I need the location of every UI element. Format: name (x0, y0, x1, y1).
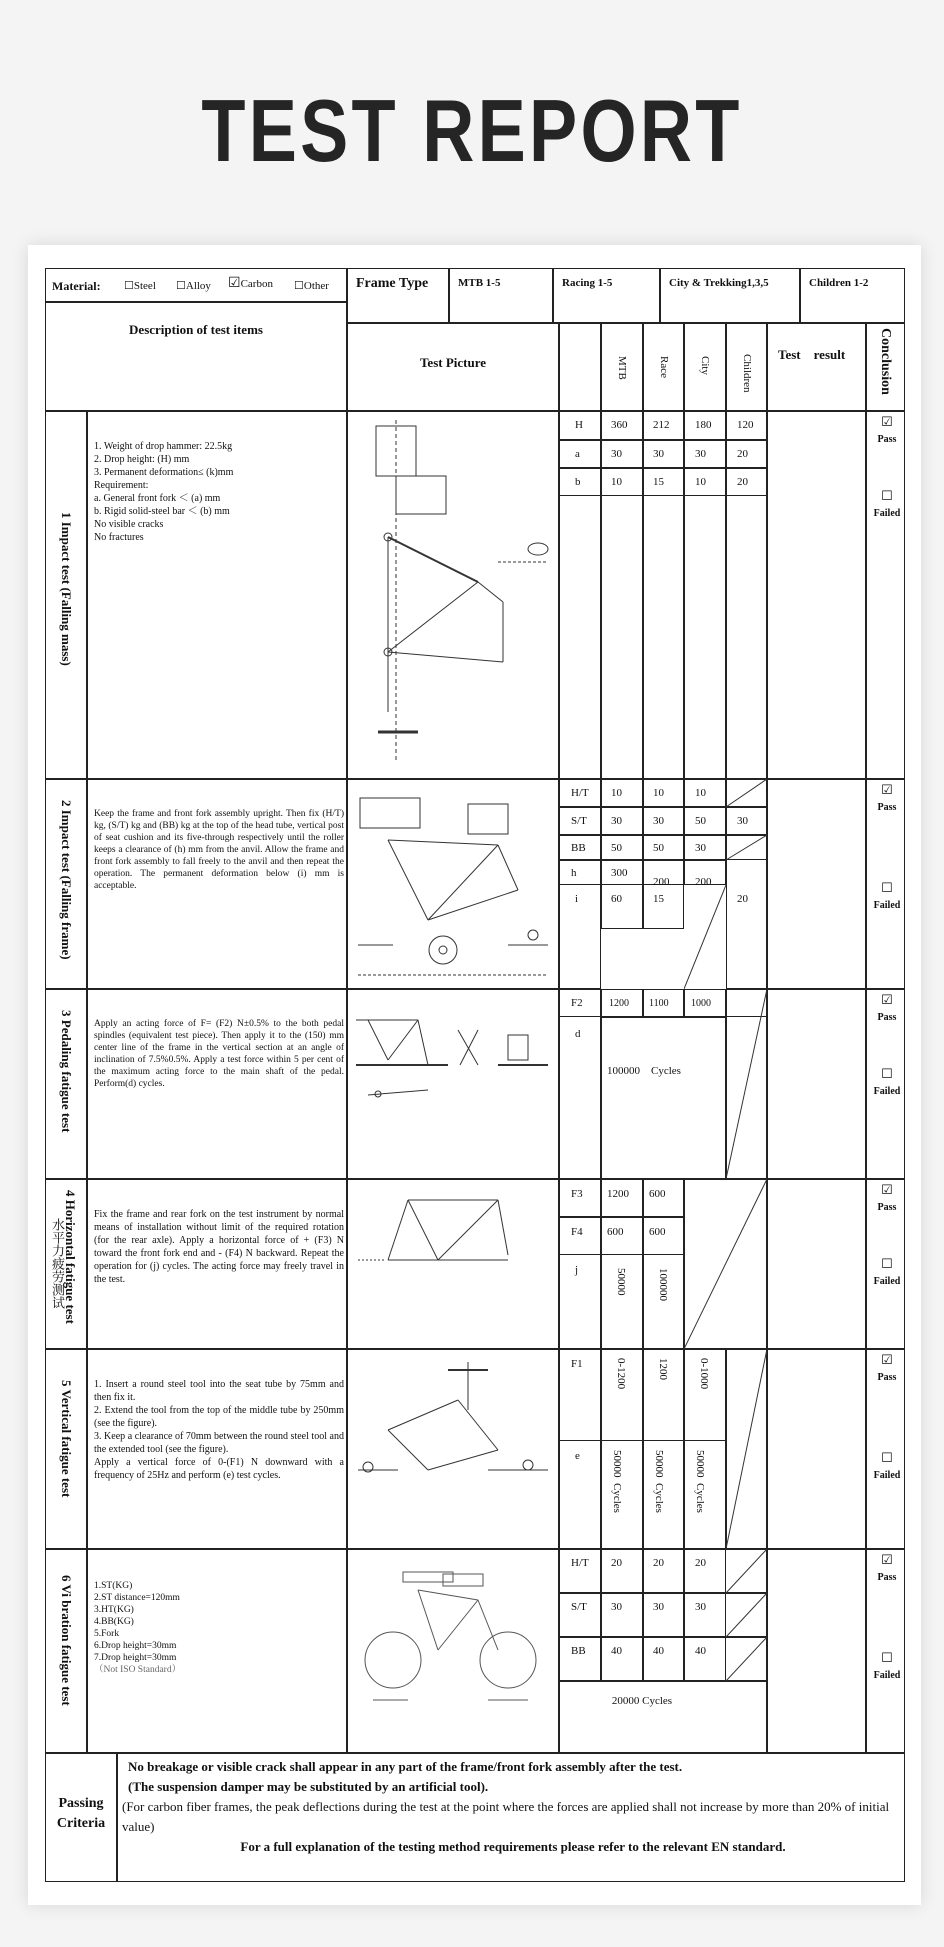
test4-name-cn: 水平力疲劳测试 (50, 1218, 65, 1309)
vibration-diagram (348, 1550, 560, 1754)
test6-result (767, 1549, 866, 1753)
test3-pass-label: Pass (877, 1012, 897, 1023)
col-mtb: MTB (601, 323, 643, 411)
conclusion-cell (866, 323, 905, 411)
test2-desc: Keep the frame and front fork assembly upright. Then fix (H/T) kg, (S/T) kg and (BB) kg at the top of the head tube, vertical post of seat cushion and its five-through respectively until the roller keeps a clearance of (h) mm from the anvil. Allow the frame and front fork assembly to fall freely to the anvil and then repeat the operation. The permanent deformation below (i) mm is acceptable. (94, 809, 344, 891)
test3-desc-cell (87, 989, 347, 1179)
test6-failed-label: Failed (873, 1670, 901, 1681)
falling-mass-diagram (348, 412, 560, 780)
page-title: TEST REPORT (201, 81, 743, 180)
test6-name-cell (45, 1549, 87, 1753)
test1-failed-label: Failed (873, 508, 901, 519)
test6-name: 6 Vi bration fatigue test (59, 1575, 74, 1706)
test1-name: 1 Impact test (Falling mass) (59, 512, 74, 666)
test3-picture (347, 989, 559, 1179)
test5-name: 5 Vertical fatigue test (59, 1380, 74, 1498)
test4-name: 4 Horizontal fatigue test (63, 1190, 78, 1324)
test4-desc: Fix the frame and rear fork on the test instrument by normal means of installation without limit of the required rotation (for the rear axle). Apply a horizontal force of + (F3) N toward the front fork end and - (F4) N backward. Repeat the operation for (j) cycles. The acting force may freely travel in the test. (94, 1209, 344, 1285)
material-carbon[interactable]: ☑Carbon (228, 276, 273, 291)
test6-conclusion (866, 1549, 905, 1753)
test3-result (767, 989, 866, 1179)
test5-pass-checkbox[interactable]: ☑ (881, 1352, 893, 1367)
test3-conclusion (866, 989, 905, 1179)
test2-name-cell (45, 779, 87, 989)
test5-diagonal (726, 1349, 767, 1549)
test5-failed-checkbox[interactable]: ☐ (881, 1450, 893, 1465)
falling-frame-diagram (348, 780, 560, 990)
test5-pass-label: Pass (877, 1372, 897, 1383)
test-result-label: Test result (778, 347, 846, 362)
test2-failed-label: Failed (873, 900, 901, 911)
report-table: Material: ☐Steel ☐Alloy ☑Carbon ☐Other Frame Type MTB 1-5 Racing 1-5 City & Trekking1,3,5 Children 1-2 Description of test items Test Picture MTB Race City Children Test result Conclusion 1 Impact test (Falling mass) 1. Weight of drop hammer: 22.5kg 2. Drop height: (H) mm 3. Permanent deformation≤ (k)mm Requirement: a. General front fork ＜ (a) mm b. Rigid solid-steel bar ＜ (b) mm No visible cracks No fractures H 360 212 180 120 a 30 30 30 20 b 10 15 10 20 ☑ Pass ☐ Failed 2 Impact test (Falling frame) Keep the frame and front fork assembly upright. Then fix (H/T) kg, (S/T) kg and (BB) kg at the top of the head tube, vertical post of seat cushion and its five-through respectively until the roller keeps a clearance of (h) mm from the anvil. Allow the frame and front fork assembly to fall freely to the anvil and then repeat the operation. The permanent deformation below (i) mm is acceptable. H/T 10 10 10 S/T 30 30 50 30 BB 50 50 30 h 300 200 200 i 60 15 20 ☑ Pass ☐ Failed 3 Pedaling fatigue test Apply an acting force of F= (F2) N±0.5% to the both pedal spindles (equivalent test piece). Then apply it to the (150) mm center line of the frame in the vertical section at an angle of inclination of 7.5%0.5%. Apply a test force within 5 per cent of the maximum acting force to the main shaft of the pedal. Perform(d) cycles. F2 1200 1100 1000 d 100000 Cycles ☑ Pass ☐ Failed 4 Horizontal fatigue test 水平力疲劳测试 Fix the frame and rear fork on the test instrument by normal means of installation without limit of the required rotation (for the rear axle). Apply a horizontal force of + (F3) N toward the front fork end and - (F4) N backward. Repeat the operation for (j) cycles. The acting force may freely travel in the test. F3 1200 600 F4 600 600 j 50000 100000 ☑ Pass ☐ Failed 5 Vertical fatigue test 1. Insert a round steel tool into the seat tube by 75mm and then fix it. 2. Extend the tool from the top of the middle tube by 250mm (see the figure). 3. Keep a clearance of 70mm between the round steel tool and the extended tool (see the figure). Apply a vertical force of 0-(F1) N downward with a frequency of 25Hz and perform (e) test cycles. F1 0-1200 1200 0-1000 e 50000 Cycles 50000 Cycles 50000 Cycles ☑ Pass ☐ Failed 6 Vi bration fatigue test 1.ST(KG) 2.ST distance=120mm 3.HT(KG) 4.BB(KG) 5.Fork 6.Drop height=30mm 7.Drop height=30mm （Not ISO Standard） H/T 20 20 20 S/T 30 30 30 BB 40 40 40 20000 Cycles ☑ Pass ☐ Failed Passing Criteria No breakage or visible crack shall appear in any part of the frame/front fork assembly after the test. (The suspension damper may be substituted by an artificial tool). (For carbon fiber frames, the peak deflections during the test at the point where the forces are applied shall not increase by more than 20% of initial value) For a full explanation of the testing method requirements please refer to the relevant EN standard. (45, 268, 905, 1882)
test3-diagonal (726, 989, 767, 1179)
test5-failed-label: Failed (873, 1470, 901, 1481)
criteria-text-cell (117, 1753, 905, 1882)
test1-result (767, 411, 866, 779)
test2-desc-cell (87, 779, 347, 989)
test5-desc-cell (87, 1349, 347, 1549)
horizontal-fatigue-diagram (348, 1180, 560, 1350)
col-city: City (684, 323, 726, 411)
test1-name-cell (45, 411, 87, 779)
test2-conclusion (866, 779, 905, 989)
test4-diagonal (684, 1179, 767, 1349)
test3-desc: Apply an acting force of F= (F2) N±0.5% to the both pedal spindles (equivalent test piece). Then apply it to the (150) mm center line of the frame in the vertical section at an angle of inclination of 7.5%0.5%. Apply a test force within 5 per cent of the maximum acting force to the main shaft of the pedal. Perform(d) cycles. (94, 1019, 344, 1089)
test5-conclusion (866, 1349, 905, 1549)
test3-pass-checkbox[interactable]: ☑ (881, 992, 893, 1007)
test3-label-col (559, 989, 601, 1179)
frame-type-label: Frame Type (356, 276, 429, 291)
vertical-fatigue-diagram (348, 1350, 560, 1550)
test4-desc-cell (87, 1179, 347, 1349)
test2-picture (347, 779, 559, 989)
test2-name: 2 Impact test (Falling frame) (59, 800, 74, 960)
test2-failed-checkbox[interactable]: ☐ (881, 880, 893, 895)
type-racing: Racing 1-5 (553, 268, 660, 323)
test6-cycles-cell (559, 1681, 767, 1753)
test3-failed-label: Failed (873, 1086, 901, 1097)
test1-conclusion (866, 411, 905, 779)
pedaling-diagram (348, 990, 560, 1180)
test6-diagonals (726, 1549, 767, 1681)
test6-failed-checkbox[interactable]: ☐ (881, 1650, 893, 1665)
test4-name-cell (45, 1179, 87, 1349)
desc-heading-cell (45, 302, 347, 411)
test4-picture (347, 1179, 559, 1349)
test5-desc: 1. Insert a round steel tool into the seat tube by 75mm and then fix it. 2. Extend the tool from the top of the middle tube by 250mm (see the figure). 3. Keep a clearance of 70mm between the round steel tool and the extended tool (see the figure). Apply a vertical force of 0-(F1) N downward with a frequency of 25Hz and perform (e) test cycles. (94, 1379, 344, 1481)
test5-picture (347, 1349, 559, 1549)
test6-picture (347, 1549, 559, 1753)
picture-heading: Test Picture (419, 355, 487, 370)
col-race: Race (643, 323, 684, 411)
frame-type-cell (347, 268, 449, 323)
type-children: Children 1-2 (800, 268, 905, 323)
test3-failed-checkbox[interactable]: ☐ (881, 1066, 893, 1081)
test1-pass-label: Pass (877, 434, 897, 445)
criteria-label: Passing Criteria (56, 1796, 106, 1831)
test1-desc-cell (87, 411, 347, 779)
test1-picture (347, 411, 559, 779)
test3-name: 3 Pedaling fatigue test (59, 1010, 74, 1133)
test4-pass-checkbox[interactable]: ☑ (881, 1182, 893, 1197)
type-mtb: MTB 1-5 (449, 268, 553, 323)
criteria-text: No breakage or visible crack shall appear in any part of the frame/front fork assembly after the test. (The suspension damper may be substituted by an artificial tool). (For carbon fiber frames, the peak deflections during the test at the point where the forces are applied shall not increase by more than 20% of initial value) For a full explanation of the testing method requirements please refer to the relevant EN standard. (122, 1759, 890, 1854)
test5-result (767, 1349, 866, 1549)
test3-name-cell (45, 989, 87, 1179)
desc-heading: Description of test items (129, 322, 263, 337)
criteria-label-cell (45, 1753, 117, 1882)
test1-desc: 1. Weight of drop hammer: 22.5kg 2. Drop height: (H) mm 3. Permanent deformation≤ (k)mm Requirement: a. General front fork ＜ (a) mm b. Rigid solid-steel bar ＜ (b) mm No visible cracks No fractures (94, 441, 234, 543)
test4-failed-checkbox[interactable]: ☐ (881, 1256, 893, 1271)
col-spacer (559, 323, 601, 411)
test6-desc: 1.ST(KG) 2.ST distance=120mm 3.HT(KG) 4.BB(KG) 5.Fork 6.Drop height=30mm 7.Drop height=30mm （Not ISO Standard） (94, 1581, 182, 1675)
material-label: Material: (52, 279, 101, 293)
test4-failed-label: Failed (873, 1276, 901, 1287)
test4-conclusion (866, 1179, 905, 1349)
test5-name-cell (45, 1349, 87, 1549)
test6-pass-label: Pass (877, 1572, 897, 1583)
material-alloy[interactable]: ☐Alloy (176, 280, 211, 292)
test6-pass-checkbox[interactable]: ☑ (881, 1552, 893, 1567)
test6-desc-cell (87, 1549, 347, 1753)
type-city: City & Trekking1,3,5 (660, 268, 800, 323)
test3-cycles-cell (601, 1017, 726, 1179)
test-result-cell (767, 323, 866, 411)
test1-pass-checkbox[interactable]: ☑ (881, 414, 893, 429)
test2-pass-checkbox[interactable]: ☑ (881, 782, 893, 797)
test4-result (767, 1179, 866, 1349)
picture-heading-cell (347, 323, 559, 411)
test4-pass-label: Pass (877, 1202, 897, 1213)
test2-result (767, 779, 866, 989)
material-other[interactable]: ☐Other (294, 280, 329, 292)
test1-failed-checkbox[interactable]: ☐ (881, 488, 893, 503)
col-children: Children (726, 323, 767, 411)
material-cell (45, 268, 347, 302)
test2-pass-label: Pass (877, 802, 897, 813)
material-steel[interactable]: ☐Steel (124, 280, 156, 292)
conclusion-label: Conclusion (878, 328, 893, 395)
